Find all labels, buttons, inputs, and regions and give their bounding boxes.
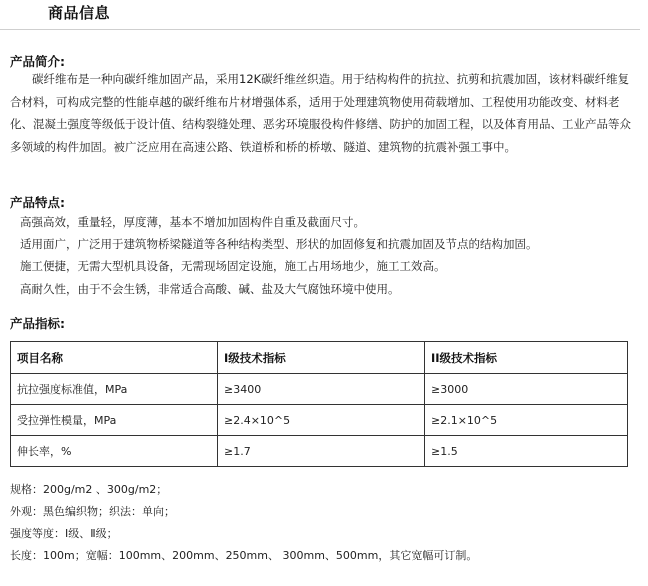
table-cell: ≥1.5 — [425, 436, 628, 467]
table-cell: ≥3400 — [218, 374, 425, 405]
feature-item: 施工便捷，无需大型机具设备，无需现场固定设施，施工占用场地少，施工工效高。 — [20, 259, 446, 273]
table-cell: ≥3000 — [425, 374, 628, 405]
spec-table-header-row — [11, 342, 628, 374]
table-row — [11, 436, 628, 467]
column-header-grade-1: I级技术指标 — [218, 342, 425, 374]
spec-weight-line: 规格：200g/m2 、300g/m2； — [10, 483, 168, 496]
spec-table — [10, 341, 628, 467]
specs-heading: 产品指标: — [10, 316, 65, 331]
intro-text: 碳纤维布是一种向碳纤维加固产品，采用12K碳纤维丝织造。用于结构构件的抗拉、抗剪和抗震加固，该材料碳纤维复合材料，可构成完整的性能卓越的碳纤维布片材增强体系，适用于处理建筑物使用荷载增加、工程使用功能改变、材料老化、混凝土强度等级低于设计值、结构裂缝处理、恶劣环境服役构件修缮、防护的加固工程，以及体育用品、工业产品等众多领域的构件加固。被广泛应用在高速公路、铁道桥和桥的桥墩、隧道、建筑物的抗震补强工事中。 — [10, 72, 631, 154]
table-row — [11, 405, 628, 436]
feature-item: 高耐久性，由于不会生锈，非常适合高酸、碱、盐及大气腐蚀环境中使用。 — [20, 282, 400, 296]
header-divider — [0, 29, 640, 30]
table-cell: ≥2.4×10^5 — [218, 405, 425, 436]
table-cell: ≥2.1×10^5 — [425, 405, 628, 436]
feature-item: 高强高效，重量轻，厚度薄，基本不增加加固构件自重及截面尺寸。 — [20, 215, 365, 229]
grade-line: 强度等度：Ⅰ级、Ⅱ级； — [10, 527, 118, 540]
table-row — [11, 374, 628, 405]
table-cell: 受拉弹性模量，MPa — [11, 405, 218, 436]
table-cell: 伸长率，% — [11, 436, 218, 467]
size-line: 长度：100m；宽幅：100mm、200mm、250mm、 300mm、500mm，其它宽幅可订制。 — [10, 549, 478, 562]
table-cell: 抗拉强度标准值，MPa — [11, 374, 218, 405]
features-heading: 产品特点: — [10, 195, 65, 210]
feature-item: 适用面广，广泛用于建筑物桥梁隧道等各种结构类型、形状的加固修复和抗震加固及节点的结构加固。 — [20, 237, 538, 251]
tab-product-info[interactable]: 商品信息 — [48, 4, 111, 22]
table-cell: ≥1.7 — [218, 436, 425, 467]
intro-heading: 产品简介: — [10, 54, 65, 69]
appearance-line: 外观：黑色编织物；织法：单向； — [10, 505, 175, 518]
column-header-grade-2: II级技术指标 — [425, 342, 628, 374]
column-header-item-name: 项目名称 — [11, 342, 218, 374]
intro-paragraph — [10, 68, 632, 158]
